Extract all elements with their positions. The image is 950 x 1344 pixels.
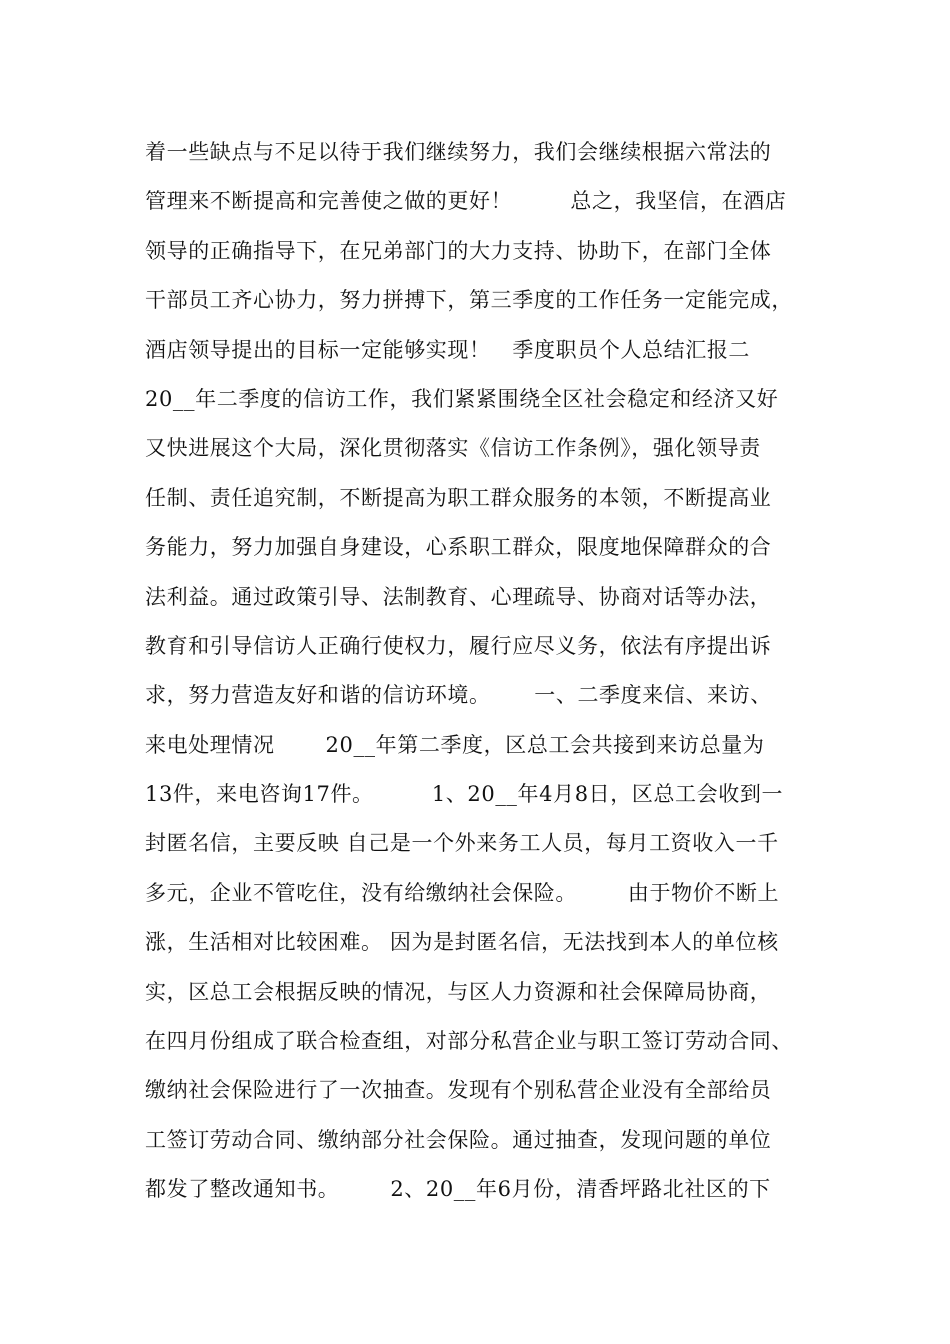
text-line: 法利益。通过政策引导、法制教育、心理疏导、协商对话等办法， xyxy=(145,584,772,609)
text-line: 来电处理情况 20__年第二季度，区总工会共接到来访总量为 xyxy=(145,732,765,757)
text-line: 工签订劳动合同、缴纳部分社会保险。通过抽查，发现问题的单位 xyxy=(145,1127,772,1152)
text-line: 都发了整改通知书。 2、20__年6月份，清香坪路北社区的下 xyxy=(145,1177,771,1202)
text-line: 20__年二季度的信访工作，我们紧紧围绕全区社会稳定和经济又好 xyxy=(145,386,779,411)
text-line: 管理来不断提高和完善使之做的更好！ 总之，我坚信，在酒店 xyxy=(145,189,787,214)
text-line: 涨，生活相对比较困难。 因为是封匿名信，无法找到本人的单位核 xyxy=(145,930,779,955)
text-line: 实，区总工会根据反映的情况，与区人力资源和社会保障局协商， xyxy=(145,979,772,1004)
text-line: 又快进展这个大局，深化贯彻落实《信访工作条例》，强化领导责 xyxy=(145,436,761,461)
text-line: 务能力，努力加强自身建设，心系职工群众，限度地保障群众的合 xyxy=(145,535,772,560)
text-line: 教育和引导信访人正确行使权力，履行应尽义务，依法有序提出诉 xyxy=(145,633,772,658)
text-line: 着一些缺点与不足以待于我们继续努力，我们会继续根据六常法的 xyxy=(145,140,772,164)
text-line: 封匿名信，主要反映 自己是一个外来务工人员，每月工资收入一千 xyxy=(145,831,779,856)
text-line: 酒店领导提出的目标一定能够实现！ 季度职员个人总结汇报二 xyxy=(145,337,751,362)
text-line: 领导的正确指导下，在兄弟部门的大力支持、协助下，在部门全体 xyxy=(145,238,772,263)
text-line: 干部员工齐心协力，努力拼搏下，第三季度的工作任务一定能完成， xyxy=(145,288,793,313)
text-line: 13件，来电咨询17件。 1、20__年4月8日，区总工会收到一 xyxy=(145,782,784,807)
text-line: 缴纳社会保险进行了一次抽查。发现有个别私营企业没有全部给员 xyxy=(145,1078,772,1103)
text-line: 求，努力营造友好和谐的信访环境。 一、二季度来信、来访、 xyxy=(145,683,772,708)
body-text xyxy=(145,132,825,1219)
text-line: 在四月份组成了联合检查组，对部分私营企业与职工签订劳动合同、 xyxy=(145,1029,793,1054)
text-line: 任制、责任追究制，不断提高为职工群众服务的本领，不断提高业 xyxy=(145,485,772,510)
text-line: 多元，企业不管吃住，没有给缴纳社会保险。 由于物价不断上 xyxy=(145,880,780,905)
